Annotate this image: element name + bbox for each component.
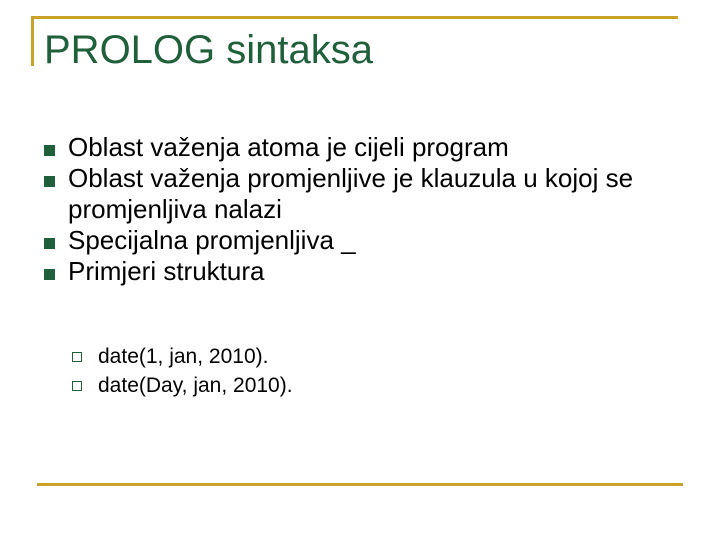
hollow-square-bullet-icon bbox=[72, 381, 82, 391]
bullet-text: Primjeri struktura bbox=[68, 256, 265, 286]
sub-bullet-list bbox=[72, 342, 293, 400]
bullet-list bbox=[42, 132, 672, 287]
slide-title: PROLOG sintaksa bbox=[44, 28, 374, 72]
square-bullet-icon bbox=[44, 238, 55, 249]
hollow-square-bullet-icon bbox=[72, 352, 82, 362]
square-bullet-icon bbox=[44, 269, 55, 280]
sub-bullet-item bbox=[72, 342, 293, 371]
square-bullet-icon bbox=[44, 145, 55, 156]
sub-bullet-item bbox=[72, 371, 293, 400]
bullet-text: Oblast važenja atoma je cijeli program bbox=[68, 132, 509, 162]
bullet-item bbox=[42, 256, 672, 287]
bullet-item bbox=[42, 163, 672, 225]
sub-bullet-text: date(Day, jan, 2010). bbox=[98, 374, 293, 397]
bullet-item bbox=[42, 132, 672, 163]
bullet-item bbox=[42, 225, 672, 256]
bullet-text: Oblast važenja promjenljive je klauzula u kojoj se promjenljiva nalazi bbox=[68, 163, 634, 224]
left-frame-line bbox=[31, 16, 34, 66]
bullet-text: Specijalna promjenljiva _ bbox=[68, 225, 356, 255]
bottom-frame-line bbox=[37, 483, 683, 486]
square-bullet-icon bbox=[44, 176, 55, 187]
top-frame-line bbox=[31, 16, 678, 19]
sub-bullet-text: date(1, jan, 2010). bbox=[98, 345, 269, 368]
